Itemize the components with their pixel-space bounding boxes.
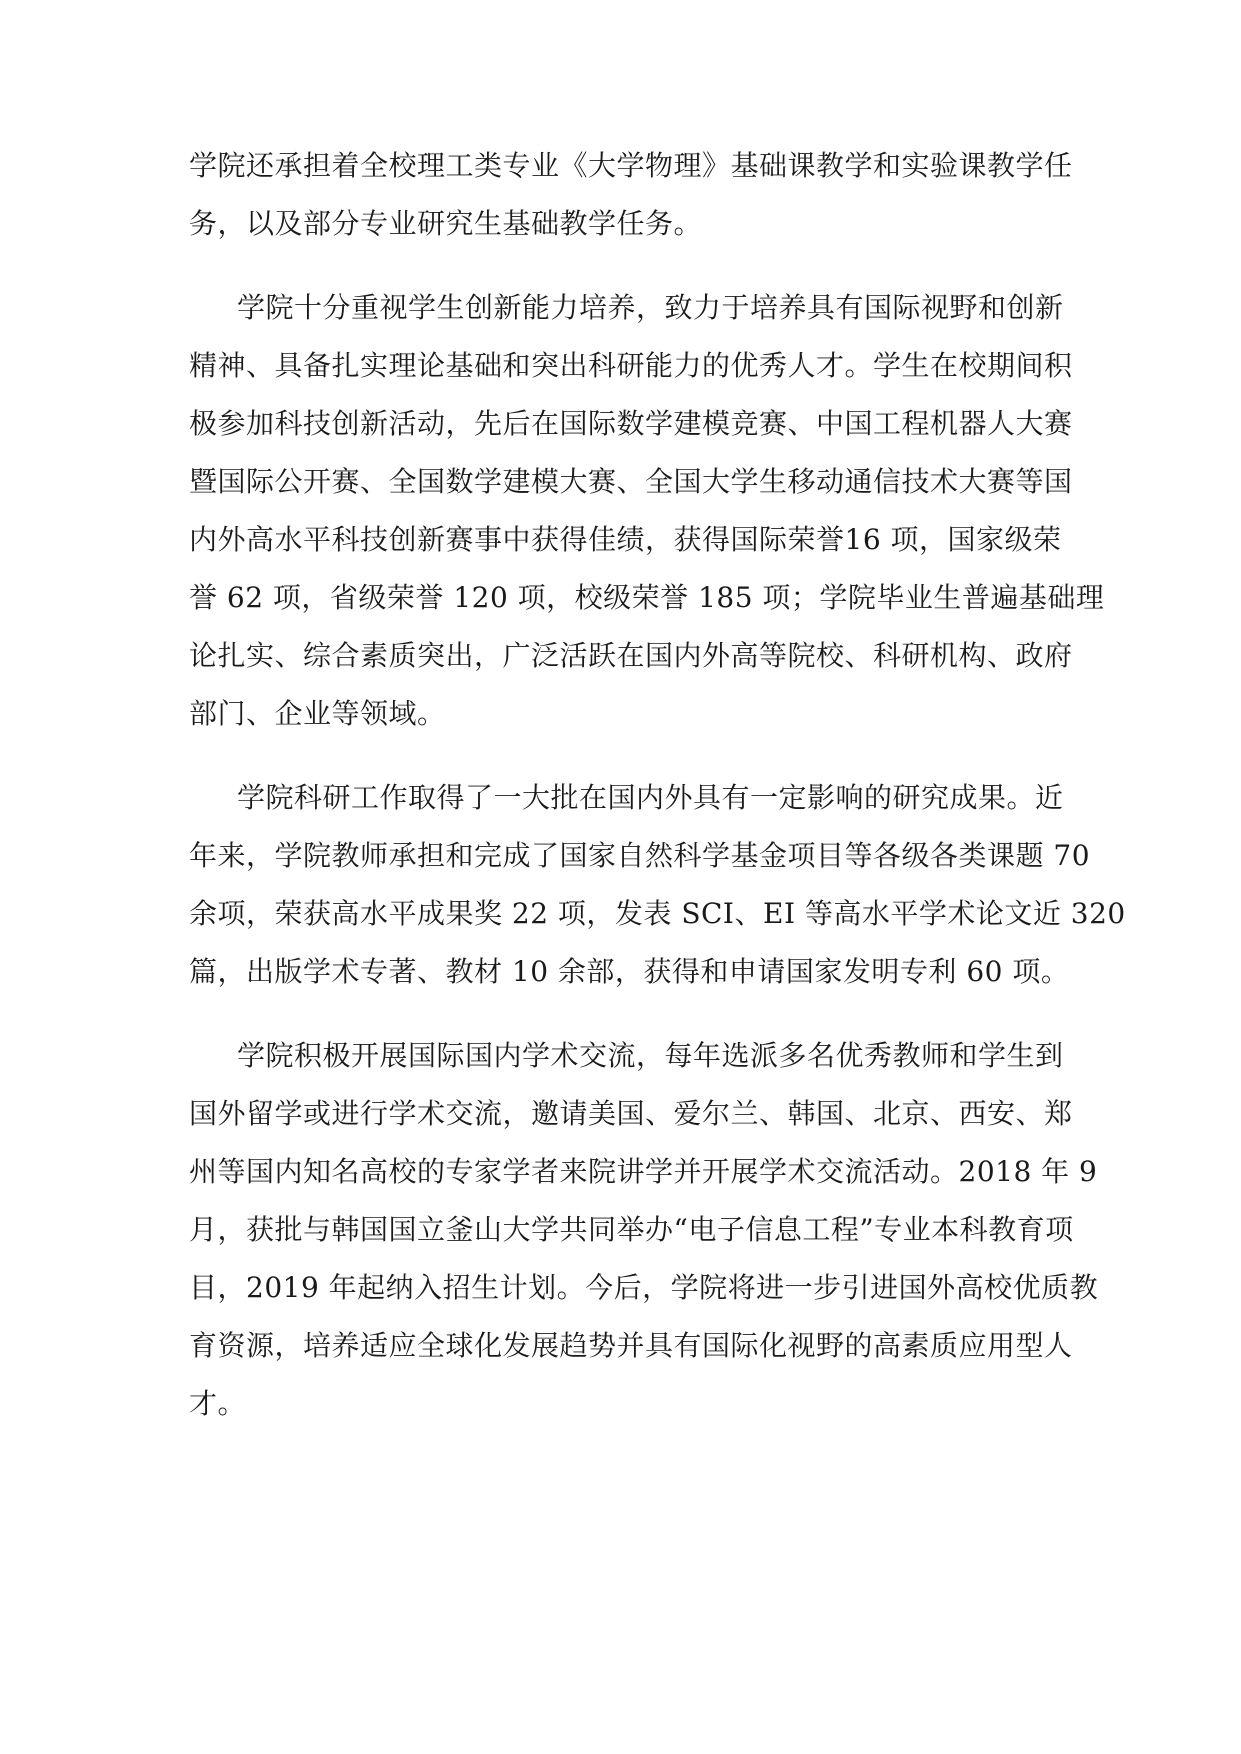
paragraph-4-line-7: 才。	[189, 1387, 247, 1420]
paragraph-4-line-5: 目，2019 年起纳入招生计划。今后，学院将进一步引进国外高校优质教	[189, 1271, 1099, 1304]
paragraph-2-line-2: 精神、具备扎实理论基础和突出科研能力的优秀人才。学生在校期间积	[189, 349, 1073, 382]
paragraph-4-line-2: 国外留学或进行学术交流，邀请美国、爱尔兰、韩国、北京、西安、郑	[189, 1097, 1073, 1130]
paragraph-3-line-3: 余项，荣获高水平成果奖 22 项，发表 SCI、EI 等高水平学术论文近 320	[189, 897, 1126, 930]
paragraph-2-line-6: 誉 62 项，省级荣誉 120 项，校级荣誉 185 项；学院毕业生普遍基础理	[189, 581, 1105, 614]
paragraph-1-line-2: 务，以及部分专业研究生基础教学任务。	[189, 207, 703, 240]
paragraph-1-line-1: 学院还承担着全校理工类专业《大学物理》基础课教学和实验课教学任	[189, 149, 1073, 182]
paragraph-3-line-4: 篇，出版学术专著、教材 10 余部，获得和申请国家发明专利 60 项。	[189, 955, 1070, 988]
paragraph-2-line-8: 部门、企业等领域。	[189, 697, 446, 730]
paragraph-4-line-1: 学院积极开展国际国内学术交流，每年选派多名优秀教师和学生到	[237, 1039, 1064, 1072]
paragraph-3-line-1: 学院科研工作取得了一大批在国内外具有一定影响的研究成果。近	[237, 781, 1064, 814]
paragraph-2-line-1: 学院十分重视学生创新能力培养，致力于培养具有国际视野和创新	[237, 291, 1064, 324]
paragraph-2-line-3: 极参加科技创新活动，先后在国际数学建模竞赛、中国工程机器人大赛	[189, 407, 1073, 440]
paragraph-2-line-5: 内外高水平科技创新赛事中获得佳绩，获得国际荣誉16 项，国家级荣	[189, 523, 1062, 556]
paragraph-4-line-6: 育资源，培养适应全球化发展趋势并具有国际化视野的高素质应用型人	[189, 1329, 1073, 1362]
paragraph-2-line-7: 论扎实、综合素质突出，广泛活跃在国内外高等院校、科研机构、政府	[189, 639, 1073, 672]
paragraph-4-line-3: 州等国内知名高校的专家学者来院讲学并开展学术交流活动。2018 年 9	[189, 1155, 1098, 1188]
paragraph-4-line-4: 月，获批与韩国国立釜山大学共同举办“电子信息工程”专业本科教育项	[189, 1213, 1074, 1246]
paragraph-3-line-2: 年来，学院教师承担和完成了国家自然科学基金项目等各级各类课题 70	[189, 839, 1091, 872]
paragraph-2-line-4: 暨国际公开赛、全国数学建模大赛、全国大学生移动通信技术大赛等国	[189, 465, 1073, 498]
